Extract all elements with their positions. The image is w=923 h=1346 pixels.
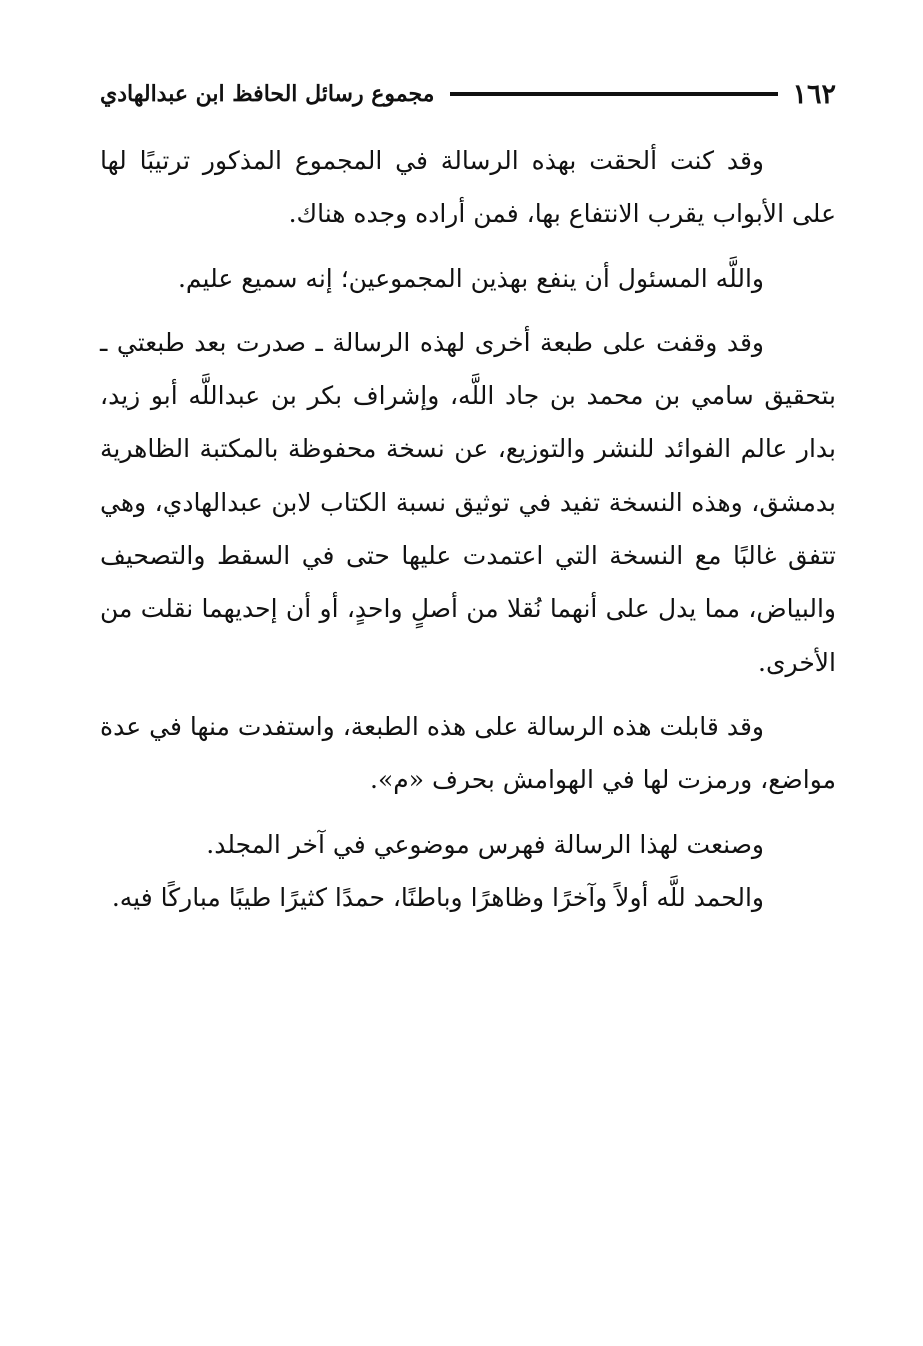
paragraph: واللَّه المسئول أن ينفع بهذين المجموعين؛ إنه سميع عليم. [177, 263, 764, 293]
paragraph: وقد كنت ألحقت بهذه الرسالة في المجموع المذكور ترتيبًا لها على الأبواب يقرب الانتفاع بها، فمن أراده وجده هناك. [100, 146, 836, 229]
paragraph: وصنعت لهذا الرسالة فهرس موضوعي في آخر المجلد. [206, 829, 764, 859]
header-rule [450, 92, 778, 96]
paragraph: وقد وقفت على طبعة أخرى لهذه الرسالة ـ صدرت بعد طبعتي ـ بتحقيق سامي بن محمد بن جاد اللَّه، وإشراف بكر بن عبداللَّه أبو زيد، بدار عالم الفوائد للنشر والتوزيع، عن نسخة محفوظة بالمكتبة الظاهرية بدمشق، وهذه النسخة تفيد في توثيق نسبة الكتاب لابن عبدالهادي، وهي تتفق غالبًا مع النسخة التي اعتمدت عليها حتى في السقط والتصحيف والبياض، مما يدل على أنهما نُقلا من أصلٍ واحدٍ، أو أن إحديهما نقلت من الأخرى. [100, 327, 836, 677]
paragraph: وقد قابلت هذه الرسالة على هذه الطبعة، واستفدت منها في عدة مواضع، ورمزت لها في الهوامش بحرف «م». [100, 711, 836, 795]
page-number: ١٦٢ [792, 78, 836, 110]
page-header [100, 74, 836, 114]
running-title: مجموع رسائل الحافظ ابن عبدالهادي [100, 81, 435, 107]
paragraph: والحمد للَّه أولاً وآخرًا وظاهرًا وباطنًا، حمدًا كثيرًا طيبًا مباركًا فيه. [111, 882, 764, 912]
body-text [100, 134, 836, 924]
